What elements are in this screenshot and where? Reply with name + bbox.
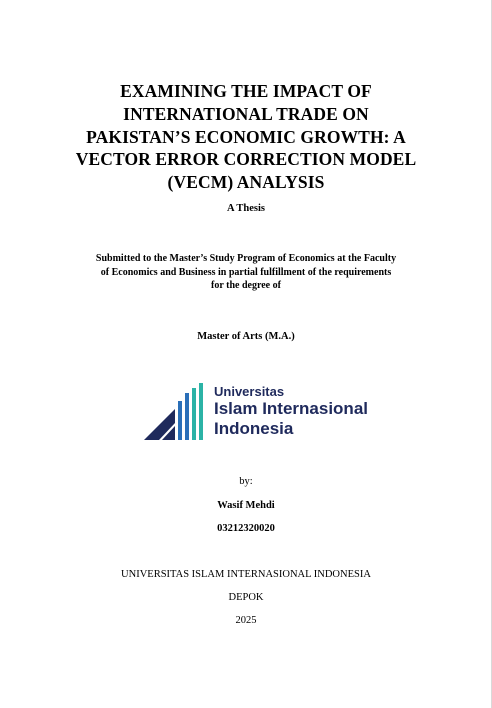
logo-wordmark bbox=[214, 384, 368, 439]
institution-name: UNIVERSITAS ISLAM INTERNASIONAL INDONESIA bbox=[121, 569, 371, 580]
author-name: Wasif Mehdi bbox=[217, 500, 275, 511]
logo-line-universitas: Universitas bbox=[214, 384, 285, 399]
title-line: (VECM) ANALYSIS bbox=[167, 172, 325, 193]
document-type: A Thesis bbox=[226, 203, 266, 214]
submission-line: Submitted to the Master’s Study Program of Economics at the Faculty bbox=[95, 253, 397, 264]
thesis-title bbox=[0, 80, 492, 194]
by-label: by: bbox=[239, 476, 253, 487]
year: 2025 bbox=[235, 615, 257, 626]
logo-line-indonesia: Indonesia bbox=[214, 419, 294, 438]
submission-line: for the degree of bbox=[211, 280, 281, 291]
title-line: INTERNATIONAL TRADE ON bbox=[123, 103, 369, 124]
city: DEPOK bbox=[228, 592, 264, 603]
submission-statement bbox=[0, 252, 492, 293]
logo-line-islam-internasional: Islam Internasional bbox=[214, 399, 368, 418]
degree-name: Master of Arts (M.A.) bbox=[197, 331, 295, 342]
title-line: VECTOR ERROR CORRECTION MODEL bbox=[75, 149, 417, 170]
title-line: EXAMINING THE IMPACT OF bbox=[120, 81, 372, 101]
title-line: PAKISTAN’S ECONOMIC GROWTH: A bbox=[86, 126, 406, 147]
university-logo bbox=[144, 383, 384, 443]
submission-line: of Economics and Business in partial fulfillment of the requirements bbox=[100, 266, 392, 278]
student-id: 03212320020 bbox=[217, 523, 275, 534]
university-logo-mark-icon bbox=[144, 383, 210, 441]
